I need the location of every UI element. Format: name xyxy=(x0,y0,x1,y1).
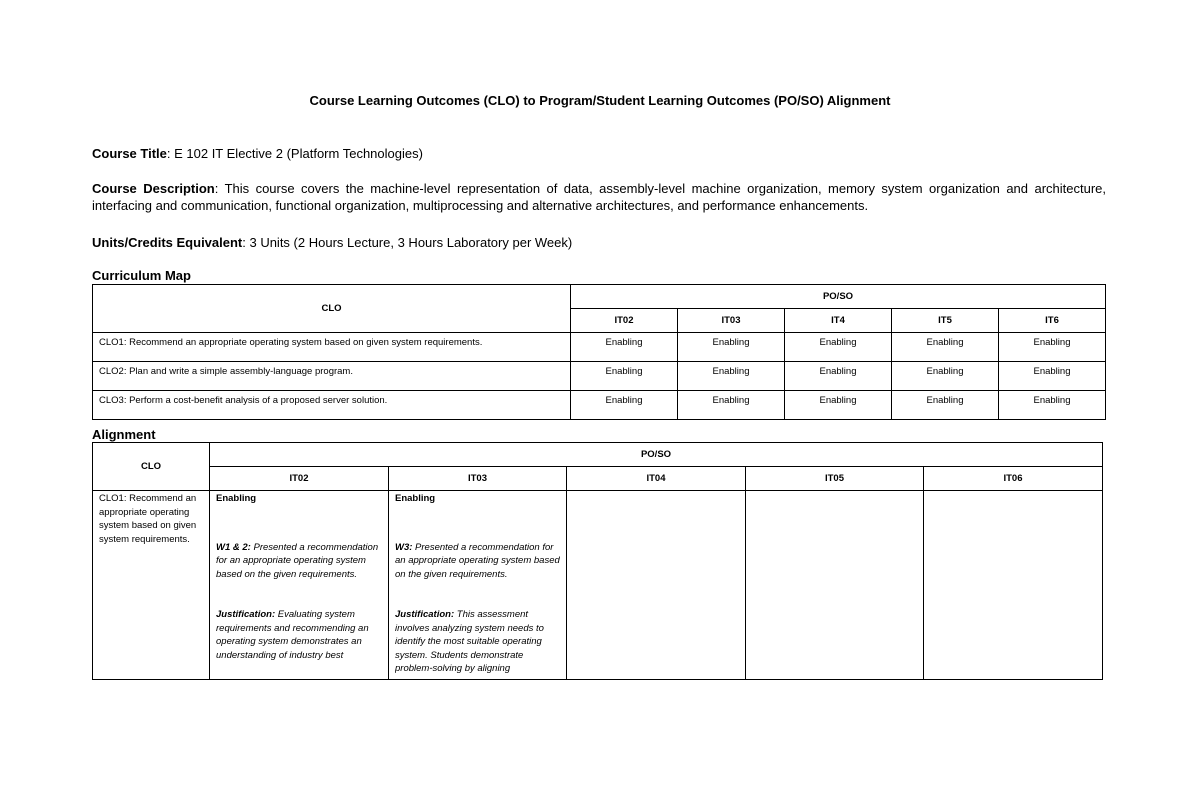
alignment-table xyxy=(92,442,1103,680)
course-description-value: : This course covers the machine-level representation of data, assembly-level machine organization, memory system organization and architecture, interfacing and communication, functional organization, multiprocessing and alternative architectures, and performance enhancements. xyxy=(92,181,1106,213)
evidence-label: W1 & 2: xyxy=(216,541,251,553)
align-it03-cell xyxy=(389,491,567,680)
map-value-cell: Enabling xyxy=(785,362,892,391)
map-row xyxy=(93,333,1106,362)
map-value-cell: Enabling xyxy=(892,362,999,391)
justification-label: Justification: xyxy=(395,609,455,620)
map-col-header: IT5 xyxy=(892,309,999,333)
units-line xyxy=(92,234,1106,251)
map-clo-cell: CLO3: Perform a cost-benefit analysis of a proposed server solution. xyxy=(93,391,571,420)
map-row xyxy=(93,391,1106,420)
map-value-cell: Enabling xyxy=(785,391,892,420)
align-clo-header: CLO xyxy=(93,443,210,491)
align-it02-cell xyxy=(210,491,389,680)
map-value-cell: Enabling xyxy=(678,333,785,362)
map-value-cell: Enabling xyxy=(892,391,999,420)
align-clo-text: CLO1: Recommend an appropriate operating system based on given system requirements. xyxy=(99,493,197,545)
justification-text: This assessment involves analyzing system needs to identify the most suitable operating system. Students demonstrate problem-solving by aligning xyxy=(395,609,544,674)
map-value-cell: Enabling xyxy=(571,391,678,420)
align-it06-cell xyxy=(924,491,1103,680)
units-value: : 3 Units (2 Hours Lecture, 3 Hours Laboratory per Week) xyxy=(242,235,573,250)
align-evidence xyxy=(395,541,560,582)
map-value-cell: Enabling xyxy=(571,333,678,362)
map-row xyxy=(93,362,1106,391)
align-col-header: IT02 xyxy=(210,467,389,491)
alignment-heading: Alignment xyxy=(92,427,156,442)
align-row xyxy=(93,491,1103,680)
align-col-header: IT03 xyxy=(389,467,567,491)
map-clo-cell: CLO2: Plan and write a simple assembly-language program. xyxy=(93,362,571,391)
align-it05-cell xyxy=(746,491,924,680)
map-col-header: IT6 xyxy=(999,309,1106,333)
map-col-header: IT4 xyxy=(785,309,892,333)
map-value-cell: Enabling xyxy=(571,362,678,391)
align-col-header: IT06 xyxy=(924,467,1103,491)
evidence-label: W3: xyxy=(395,541,413,553)
map-value-cell: Enabling xyxy=(999,333,1106,362)
align-col-header: IT04 xyxy=(567,467,746,491)
map-value-cell: Enabling xyxy=(999,391,1106,420)
map-value-cell: Enabling xyxy=(678,362,785,391)
align-col-header: IT05 xyxy=(746,467,924,491)
page-title: Course Learning Outcomes (CLO) to Program/Student Learning Outcomes (PO/SO) Alignment xyxy=(309,93,891,108)
map-col-header: IT02 xyxy=(571,309,678,333)
map-value-cell: Enabling xyxy=(678,391,785,420)
course-description xyxy=(92,180,1106,214)
map-value-cell: Enabling xyxy=(892,333,999,362)
align-justification xyxy=(216,608,382,662)
map-value-cell: Enabling xyxy=(785,333,892,362)
map-clo-header: CLO xyxy=(93,285,571,333)
curriculum-map-heading: Curriculum Map xyxy=(92,268,191,283)
align-justification xyxy=(395,608,560,676)
map-clo-cell: CLO1: Recommend an appropriate operating system based on given system requirements. xyxy=(93,333,571,362)
justification-label: Justification: xyxy=(216,609,276,620)
align-poso-header: PO/SO xyxy=(210,443,1103,467)
align-level: Enabling xyxy=(216,493,257,504)
evidence-text: Presented a recommendation for an appropriate operating system based on the given requirements. xyxy=(395,541,560,580)
map-poso-header: PO/SO xyxy=(571,285,1106,309)
align-evidence xyxy=(216,541,382,582)
justification-text: Evaluating system requirements and recommending an operating system demonstrates an understanding of industry best xyxy=(216,609,369,661)
course-description-label: Course Description xyxy=(92,181,215,196)
units-label: Units/Credits Equivalent xyxy=(92,235,243,250)
map-col-header: IT03 xyxy=(678,309,785,333)
course-title-value: : E 102 IT Elective 2 (Platform Technologies) xyxy=(166,146,423,161)
course-title-label: Course Title xyxy=(92,146,167,161)
curriculum-map-table xyxy=(92,284,1106,420)
map-value-cell: Enabling xyxy=(999,362,1106,391)
align-it04-cell xyxy=(567,491,746,680)
align-level: Enabling xyxy=(395,493,436,504)
align-clo-cell xyxy=(93,491,210,680)
course-title-line xyxy=(92,145,1106,162)
evidence-text: Presented a recommendation for an appropriate operating system based on the given requirements. xyxy=(216,541,379,580)
